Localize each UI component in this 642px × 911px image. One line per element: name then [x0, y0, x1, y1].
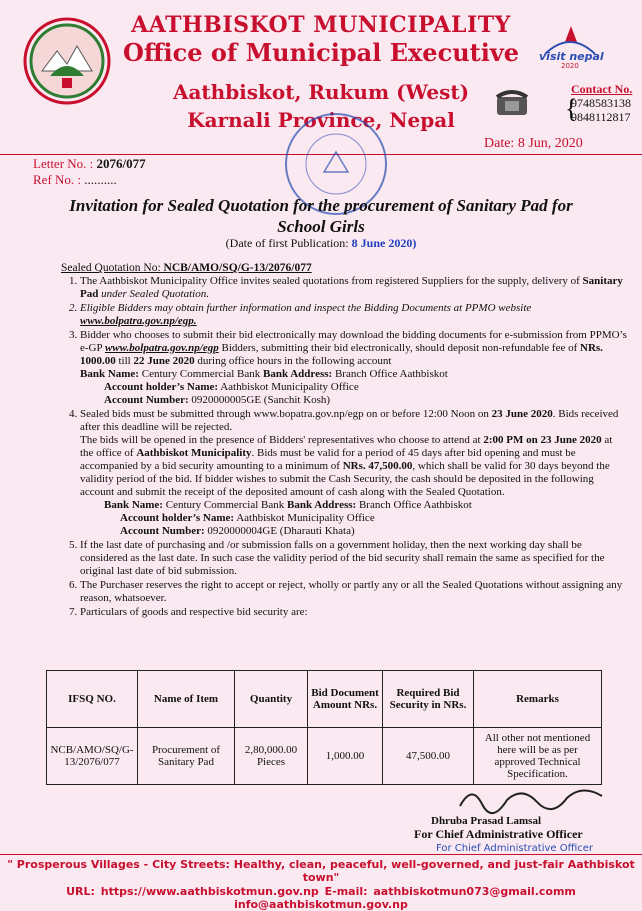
item-text: . Bids received after this deadline will be rejected. [80, 408, 619, 433]
fee-amount: NRs. 1000.00 [80, 342, 603, 367]
ppmo-website-link[interactable]: www.bolpatra.gov.np/egp. [80, 315, 197, 327]
phone-number-2: 9848112817 [571, 110, 631, 124]
office-title: Office of Municipal Executive [122, 38, 520, 67]
bank-line [80, 368, 628, 381]
opening-office: Aathbiskot Municipality [136, 447, 252, 459]
publication-date-value: 8 June 2020) [351, 236, 417, 250]
account-label: Account Number: [104, 394, 189, 406]
column-header: IFSQ NO. [47, 671, 138, 728]
sq-label: Sealed Quotation No: [61, 262, 164, 274]
contact-label: Contact No. [571, 82, 633, 96]
table-cell: NCB/AMO/SQ/G-13/2076/077 [47, 728, 138, 785]
letter-label: Letter No. : [33, 156, 97, 171]
table-cell: 47,500.00 [383, 728, 474, 785]
municipality-name: AATHBISKOT MUNICIPALITY [131, 12, 511, 38]
bank-label: Bank Name: [104, 499, 163, 511]
visit-nepal-logo [535, 20, 605, 68]
item-text: at the office of [80, 434, 613, 459]
letter-value: 2076/077 [96, 156, 146, 171]
address-label: Bank Address: [287, 499, 357, 511]
egp-link[interactable]: www.bolpatra.gov.np/egp [104, 342, 219, 354]
holder-value: Aathbiskot Municipality Office [234, 512, 375, 524]
bank-value: Century Commercial Bank [138, 368, 264, 380]
signature-scribble [452, 782, 612, 816]
item-text: under Sealed Quotation. [98, 288, 209, 300]
signature-stamp: For Chief Administrative Officer [436, 843, 594, 854]
office-address: Aathbiskot, Rukum (West) [172, 80, 470, 104]
item-text: Sealed bids must be submitted through www.bopatra.gov.np/egp on or before 12:00 Noon on [80, 408, 492, 420]
visit-nepal-year: 2020 [561, 62, 579, 70]
column-header: Bid Document Amount NRs. [308, 671, 383, 728]
security-amount: NRs. 47,500.00 [342, 460, 413, 472]
bank-line [80, 499, 628, 512]
list-item [80, 329, 628, 407]
item-text: , which shall be valid for 30 days beyond the validity period of the bid. If bidder wishes to submit the Cash Security, the cash should be deposited in the following account and submit the receipt of the deposited amount of cash along with the Sealed Quotation. [80, 460, 610, 498]
footer-contacts: URL: https://www.aathbiskotmun.gov.np E-mail: aathbiskotmun073@gmail.comm info@aathbiskotmun.gov.np [66, 885, 576, 911]
signatory-name: Dhruba Prasad Lamsal [431, 815, 542, 827]
holder-value: Aathbiskot Municipality Office [218, 381, 359, 393]
ref-value: .......... [84, 172, 117, 187]
publication-label: (Date of first Publication: [225, 236, 352, 250]
item-text: The bids will be opened in the presence of Bidders' representatives who choose to attend at [80, 434, 484, 446]
table-header-row [47, 671, 602, 728]
table-cell: 2,80,000.00 Pieces [235, 728, 308, 785]
table-cell: 1,000.00 [308, 728, 383, 785]
publication-date [0, 236, 642, 251]
account-value: 0920000005GE (Sanchit Kosh) [188, 394, 331, 406]
address-value: Branch Office Aathbiskot [356, 499, 472, 511]
list-item [80, 275, 628, 301]
sealed-quotation-number [61, 262, 312, 274]
item-text: The Aathbiskot Municipality Office invites sealed quotations from registered Suppliers for the supply, delivery of [80, 275, 583, 287]
address-label: Bank Address: [263, 368, 333, 380]
column-header: Remarks [474, 671, 602, 728]
holder-label: Account holder’s Name: [120, 512, 235, 524]
brace-icon: { [565, 94, 578, 123]
table-cell: All other not mentioned here will be as per approved Technical Specification. [474, 728, 602, 785]
table-cell: Procurement of Sanitary Pad [138, 728, 235, 785]
phone-number-1: 9748583138 [571, 96, 631, 110]
holder-label: Account holder’s Name: [104, 381, 219, 393]
item-emphasis: Sanitary Pad [80, 275, 623, 300]
item-text: . Bids must be valid for a period of 45 days after bid opening and must be accompanied by a bid security amounting to a minimum of [80, 447, 576, 472]
slogan: " Prosperous Villages - City Streets: Healthy, clean, peaceful, well-governed, and just-fair Aathbiskot town" [7, 858, 635, 884]
bank-value: Century Commercial Bank [162, 499, 288, 511]
account-line [80, 525, 628, 538]
signatory-role: For Chief Administrative Officer [414, 827, 583, 841]
item-text: Eligible Bidders may obtain further information and inspect the Bidding Documents at PPMO website [80, 302, 532, 314]
ref-number [33, 172, 117, 188]
item-text: during office hours in the following account [194, 355, 392, 367]
visit-nepal-text: visit nepal [539, 50, 604, 63]
account-value: 0920000004GE (Dharauti Khata) [204, 525, 355, 537]
bank-label: Bank Name: [80, 368, 139, 380]
column-header: Quantity [235, 671, 308, 728]
item-text: till [115, 355, 134, 367]
list-item [80, 408, 628, 538]
opening-time: 2:00 PM on 23 June 2020 [483, 434, 602, 446]
holder-line [80, 512, 628, 525]
column-header: Required Bid Security in NRs. [383, 671, 474, 728]
item-text: Bidder who chooses to submit their bid electronically may download the bidding documents for e-submission from PPMO’s e-GP [80, 329, 627, 354]
ref-label: Ref No. : [33, 172, 85, 187]
telephone-icon [495, 87, 529, 117]
list-item: 6. The Purchaser reserves the right to accept or reject, wholly or partly any or all the Sealed Quotations without assigning any reason, whatsoever. [80, 579, 628, 605]
sq-value: NCB/AMO/SQ/G-13/2076/077 [163, 262, 312, 274]
province-name: Karnali Province, Nepal [187, 108, 455, 132]
holder-line [80, 381, 628, 394]
item-paragraph [80, 434, 628, 499]
letter-number [33, 156, 146, 172]
submission-deadline: 23 June 2020 [491, 408, 553, 420]
list-item: 7. Particulars of goods and respective bid security are: [80, 606, 628, 619]
account-line [80, 394, 628, 407]
item-text: Bidders, submitting their bid electronically, should deposit non-refundable fee of [218, 342, 581, 354]
fee-deadline: 22 June 2020 [133, 355, 195, 367]
account-label: Account Number: [120, 525, 205, 537]
list-item: 5. If the last date of purchasing and /or submission falls on a government holiday, then the next working day shall be considered as the last date. In such case the validity period of the bid security shall remain the same as specified for the original last date of bid submission. [80, 539, 628, 578]
particulars-table [46, 670, 602, 785]
column-header: Name of Item [138, 671, 235, 728]
letter-date: Date: 8 Jun, 2020 [484, 136, 583, 151]
list-item [80, 302, 628, 328]
footer-divider [0, 854, 642, 855]
table-row [47, 728, 602, 785]
invitation-heading: Invitation for Sealed Quotation for the procurement of Sanitary Pad for School Girls [69, 196, 573, 236]
address-value: Branch Office Aathbiskot [332, 368, 448, 380]
notice-items [60, 275, 628, 620]
